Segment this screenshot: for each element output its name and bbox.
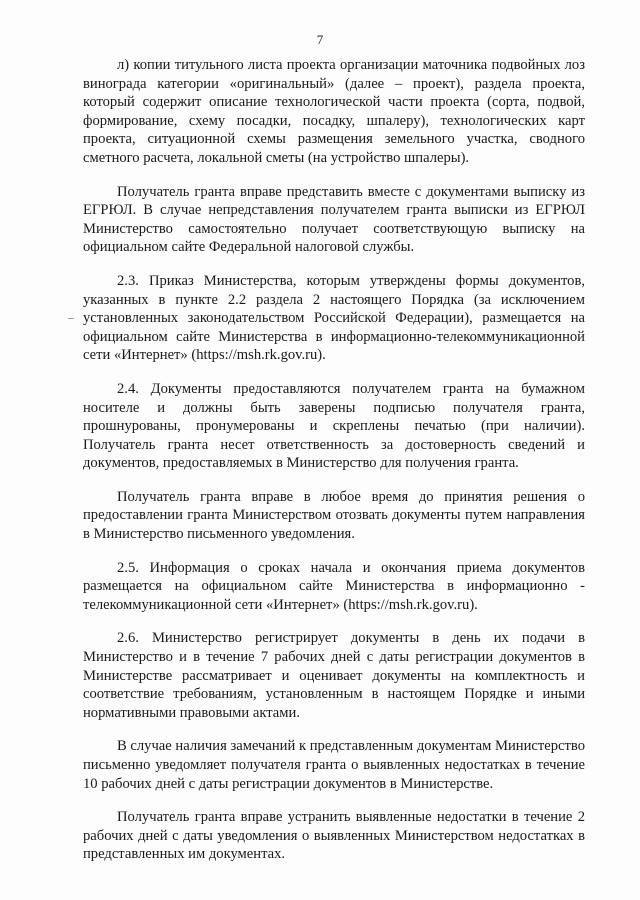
paragraph-2-5: 2.5. Информация о сроках начала и окончания приема документов размещается на официальном сайте Министерства в информационно - телекоммуникационной сети «Интернет» (https://msh.rk.gov.ru). (83, 559, 585, 613)
paragraph-2-6: 2.6. Министерство регистрирует документы в день их подачи в Министерство и в течение 7 рабочих дней с даты регистрации документов в Министерстве рассматривает и оценивает документы на комплектность и соответствие требованиям, установленным в настоящем Порядке и иными нормативными правовыми актами. (83, 630, 585, 721)
document-body (83, 56, 585, 864)
paragraph-remarks: В случае наличия замечаний к представленным документам Министерство письменно уведомляет получателя гранта о выявленных недостатках в течение 10 рабочих дней с даты регистрации документов в Министерстве. (83, 738, 585, 792)
paragraph-item-l: л) копии титульного листа проекта организации маточника подвойных лоз винограда категории «оригинальный» (далее – проект), раздела проекта, который содержит описание технологической части проекта (сорта, подвой, формирование, схему посадки, посадку, шпалеру), технологических карт проекта, ситуационной схемы размещения земельного участка, сводного сметного расчета, локальной сметы (на устройство шпалеры). (83, 57, 585, 166)
scan-artifact (68, 318, 74, 319)
paragraph-egrul: Получатель гранта вправе представить вместе с документами выписку из ЕГРЮЛ. В случае непредставления получателем гранта выписки из ЕГРЮЛ Министерство самостоятельно получает соответствующую выписку на официальном сайте Федеральной налоговой службы. (83, 183, 585, 256)
paragraph-fix-deficiencies: Получатель гранта вправе устранить выявленные недостатки в течение 2 рабочих дней с даты уведомления о выявленных Министерством недостатках в представленных им документах. (83, 809, 585, 863)
paragraph-2-3: 2.3. Приказ Министерства, которым утверждены формы документов, указанных в пункте 2.2 раздела 2 настоящего Порядка (за исключением установленных законодательством Российской Федерации), размещается на официальном сайте Министерства в информационно-телекоммуникационной сети «Интернет» (https://msh.rk.gov.ru). (83, 272, 585, 364)
page-number: 7 (316, 32, 324, 47)
paragraph-2-4: 2.4. Документы предоставляются получателем гранта на бумажном носителе и должны быть заверены подписью получателя гранта, прошнурованы, пронумерованы и скреплены печатью (при наличии). Получатель гранта несет ответственность за достоверность сведений и документов, предоставляемых в Министерство для получения гранта. (83, 380, 585, 472)
paragraph-withdraw: Получатель гранта вправе в любое время до принятия решения о предоставлении гранта Министерством отозвать документы путем направления в Министерство письменного уведомления. (83, 488, 585, 543)
